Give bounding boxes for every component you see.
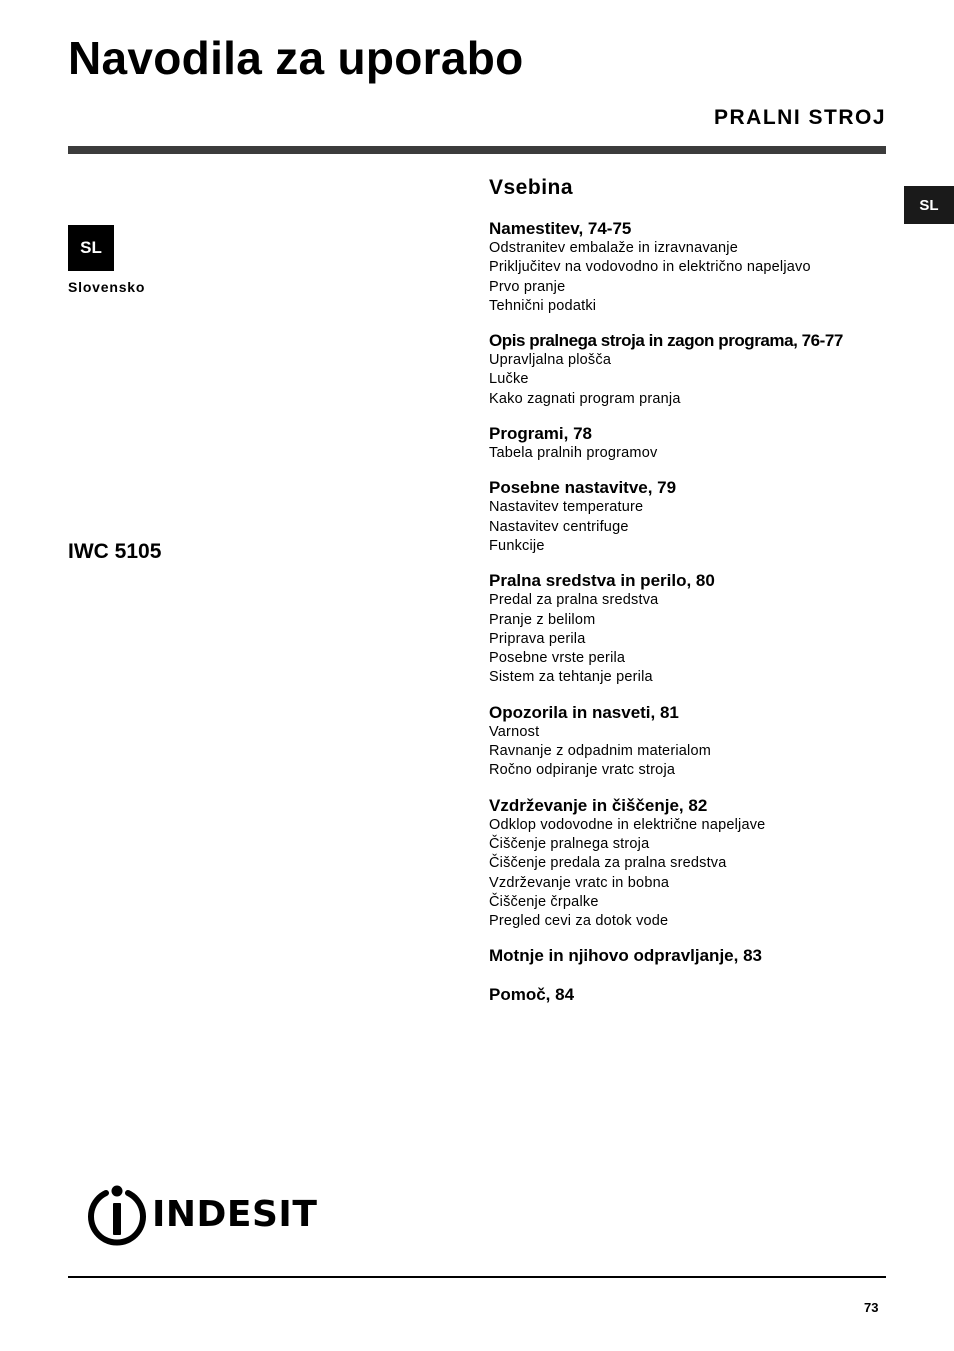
toc-item: Prvo pranje — [489, 278, 566, 295]
page-number: 73 — [864, 1300, 879, 1315]
toc-item: Posebne vrste perila — [489, 650, 626, 667]
toc-section — [489, 570, 909, 687]
toc-section-title: Pomoč, 84 — [489, 985, 575, 1005]
toc-section-title: Posebne nastavitve, 79 — [489, 478, 677, 498]
toc-item: Čiščenje predala za pralna sredstva — [489, 855, 727, 872]
toc-section-title: Namestitev, 74-75 — [489, 219, 632, 238]
toc-section — [489, 795, 909, 932]
toc-item: Tehnični podatki — [489, 297, 597, 314]
toc-item: Kako zagnati program pranja — [489, 390, 681, 407]
toc-item: Priprava perila — [489, 630, 586, 647]
toc-item: Ročno odpiranje vratc stroja — [489, 762, 676, 779]
toc-item: Odklop vodovodne in električne napeljave — [489, 816, 766, 833]
toc-item: Priključitev na vodovodno in električno napeljavo — [489, 259, 811, 276]
toc-section — [489, 984, 909, 1005]
page-title: Navodila za uporabo — [68, 32, 524, 84]
toc-section — [489, 477, 909, 556]
toc-section-title: Motnje in njihovo odpravljanje, 83 — [489, 946, 762, 966]
toc-section — [489, 330, 909, 409]
brand-wordmark: INDESIT — [152, 1194, 318, 1235]
toc-item: Vzdrževanje vratc in bobna — [489, 874, 670, 891]
toc-item: Čiščenje pralnega stroja — [489, 835, 650, 852]
language-side-tab: SL — [904, 186, 954, 224]
toc-section — [489, 702, 909, 781]
toc-item: Pranje z belilom — [489, 611, 596, 628]
toc-item: Ravnanje z odpadnim materialom — [489, 743, 711, 760]
language-code-badge: SL — [68, 225, 114, 271]
toc-heading: Vsebina — [489, 176, 574, 199]
toc-item: Pregled cevi za dotok vode — [489, 913, 669, 930]
toc-section-title: Opozorila in nasveti, 81 — [489, 702, 679, 722]
toc-section-title: Programi, 78 — [489, 424, 592, 444]
toc-section — [489, 423, 909, 463]
toc-section-title: Vzdrževanje in čiščenje, 82 — [489, 795, 708, 815]
product-type: PRALNI STROJ — [713, 106, 886, 129]
toc-item: Lučke — [489, 371, 529, 388]
toc-section-title: Opis pralnega stroja in zagon programa, 76-77 — [489, 331, 843, 351]
toc-item: Varnost — [489, 723, 540, 740]
toc-item: Čiščenje črpalke — [489, 893, 599, 910]
toc-section — [489, 218, 909, 316]
indesit-logo-icon — [86, 1184, 148, 1246]
toc-section — [489, 945, 909, 966]
toc-item: Sistem za tehtanje perila — [489, 669, 653, 686]
toc-item: Nastavitev temperature — [489, 499, 644, 516]
toc-section-title: Pralna sredstva in perilo, 80 — [489, 571, 715, 591]
toc-item: Predal za pralna sredstva — [489, 592, 659, 609]
toc-item: Nastavitev centrifuge — [489, 518, 629, 535]
toc-item: Tabela pralnih programov — [489, 445, 658, 462]
footer-divider — [68, 1276, 886, 1278]
brand-logo — [86, 1184, 318, 1246]
header-divider — [68, 146, 886, 154]
toc-item: Odstranitev embalaže in izravnavanje — [489, 240, 738, 256]
toc-item: Upravljalna plošča — [489, 352, 612, 369]
language-name: Slovensko — [68, 279, 146, 295]
model-number: IWC 5105 — [68, 540, 162, 563]
table-of-contents — [489, 174, 909, 1019]
toc-item: Funkcije — [489, 537, 545, 554]
